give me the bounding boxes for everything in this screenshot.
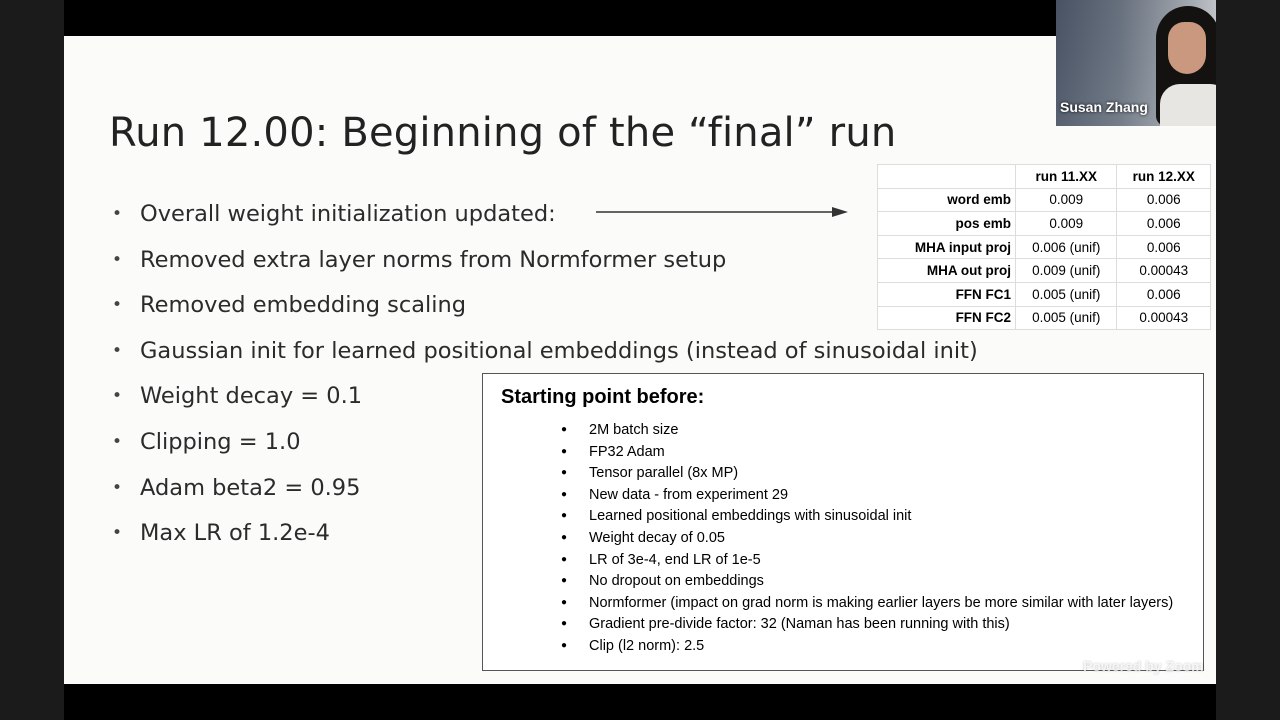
slide-title: Run 12.00: Beginning of the “final” run [109,110,897,156]
table-cell: 0.005 (unif) [1016,306,1117,330]
table-header-row [878,165,1211,189]
list-item: ● LR of 3e-4, end LR of 1e-5 [561,551,1191,569]
table-cell: 0.009 (unif) [1016,259,1117,283]
table-row-header: FFN FC1 [878,282,1016,306]
table-row [878,282,1211,306]
bullet-text: Overall weight initialization updated: [140,201,556,227]
participant-face [1168,22,1206,74]
bullet-text: Gaussian init for learned positional embeddings (instead of sinusoidal init) [140,337,978,364]
bullet-dot: • [112,204,123,224]
table-cell: 0.00043 [1117,306,1211,330]
list-item: ● Gradient pre-divide factor: 32 (Naman has been running with this) [561,615,1191,633]
bullet-item [109,287,978,333]
arrow-icon [594,204,850,220]
table-cell: 0.009 [1016,212,1117,236]
list-item: ● Tensor parallel (8x MP) [561,464,1191,482]
table-cell: 0.006 [1117,212,1211,236]
bullet-text: Weight decay = 0.1 [140,383,363,410]
bullet-text: Max LR of 1.2e-4 [140,520,330,547]
letterbox-left [0,0,64,720]
table-row-header: word emb [878,188,1016,212]
bullet-text: Clipping = 1.0 [140,428,301,455]
bullet-dot: • [112,249,123,270]
list-item: ● Weight decay of 0.05 [561,529,1191,547]
table-row [878,259,1211,283]
list-item: ● New data - from experiment 29 [561,486,1191,504]
table-row [878,235,1211,259]
presentation-slide [64,36,1216,684]
table-cell: 0.006 (unif) [1016,235,1117,259]
table-header-cell: run 11.XX [1016,165,1117,189]
table-header-cell [878,165,1016,189]
table-row [878,188,1211,212]
list-item: ● 2M batch size [561,421,1191,439]
bullet-dot: • [112,295,123,316]
table-body [878,188,1211,330]
letterbox-right [1216,0,1280,720]
table-cell: 0.00043 [1117,259,1211,283]
bullet-item [109,333,978,379]
bullet-dot: • [112,386,123,407]
table-cell: 0.006 [1117,235,1211,259]
table-cell: 0.005 (unif) [1016,282,1117,306]
table-row-header: MHA input proj [878,235,1016,259]
table-row [878,212,1211,236]
participant-shirt [1160,84,1216,126]
starting-point-title: Starting point before: [501,386,705,408]
table-header-cell: run 12.XX [1117,165,1211,189]
participant-video-tile[interactable] [1056,0,1216,126]
participant-name-label: Susan Zhang [1060,99,1148,115]
zoom-watermark: Powered by Zoom [1083,658,1204,674]
list-item: ● Learned positional embeddings with sinusoidal init [561,507,1191,525]
table-row [878,306,1211,330]
bullet-text: Adam beta2 = 0.95 [140,474,361,501]
table-cell: 0.006 [1117,188,1211,212]
list-item: ● FP32 Adam [561,443,1191,461]
list-item: ● Normformer (impact on grad norm is making earlier layers be more similar with later layers) [561,594,1191,612]
starting-point-box [482,373,1204,671]
list-item: ● No dropout on embeddings [561,572,1191,590]
table-cell: 0.009 [1016,188,1117,212]
table-row-header: MHA out proj [878,259,1016,283]
bullet-dot: • [112,477,123,498]
bullet-dot: • [112,340,123,361]
bullet-dot: • [112,431,123,452]
list-item: ● Clip (l2 norm): 2.5 [561,637,1191,655]
table-row-header: pos emb [878,212,1016,236]
table-cell: 0.006 [1117,282,1211,306]
starting-point-list [561,421,1191,659]
bullet-item [109,242,978,288]
weight-init-table [877,164,1211,330]
bullet-dot: • [112,523,123,544]
bullet-text: Removed embedding scaling [140,292,467,319]
bullet-text: Removed extra layer norms from Normformer setup [140,246,727,273]
table-row-header: FFN FC2 [878,306,1016,330]
